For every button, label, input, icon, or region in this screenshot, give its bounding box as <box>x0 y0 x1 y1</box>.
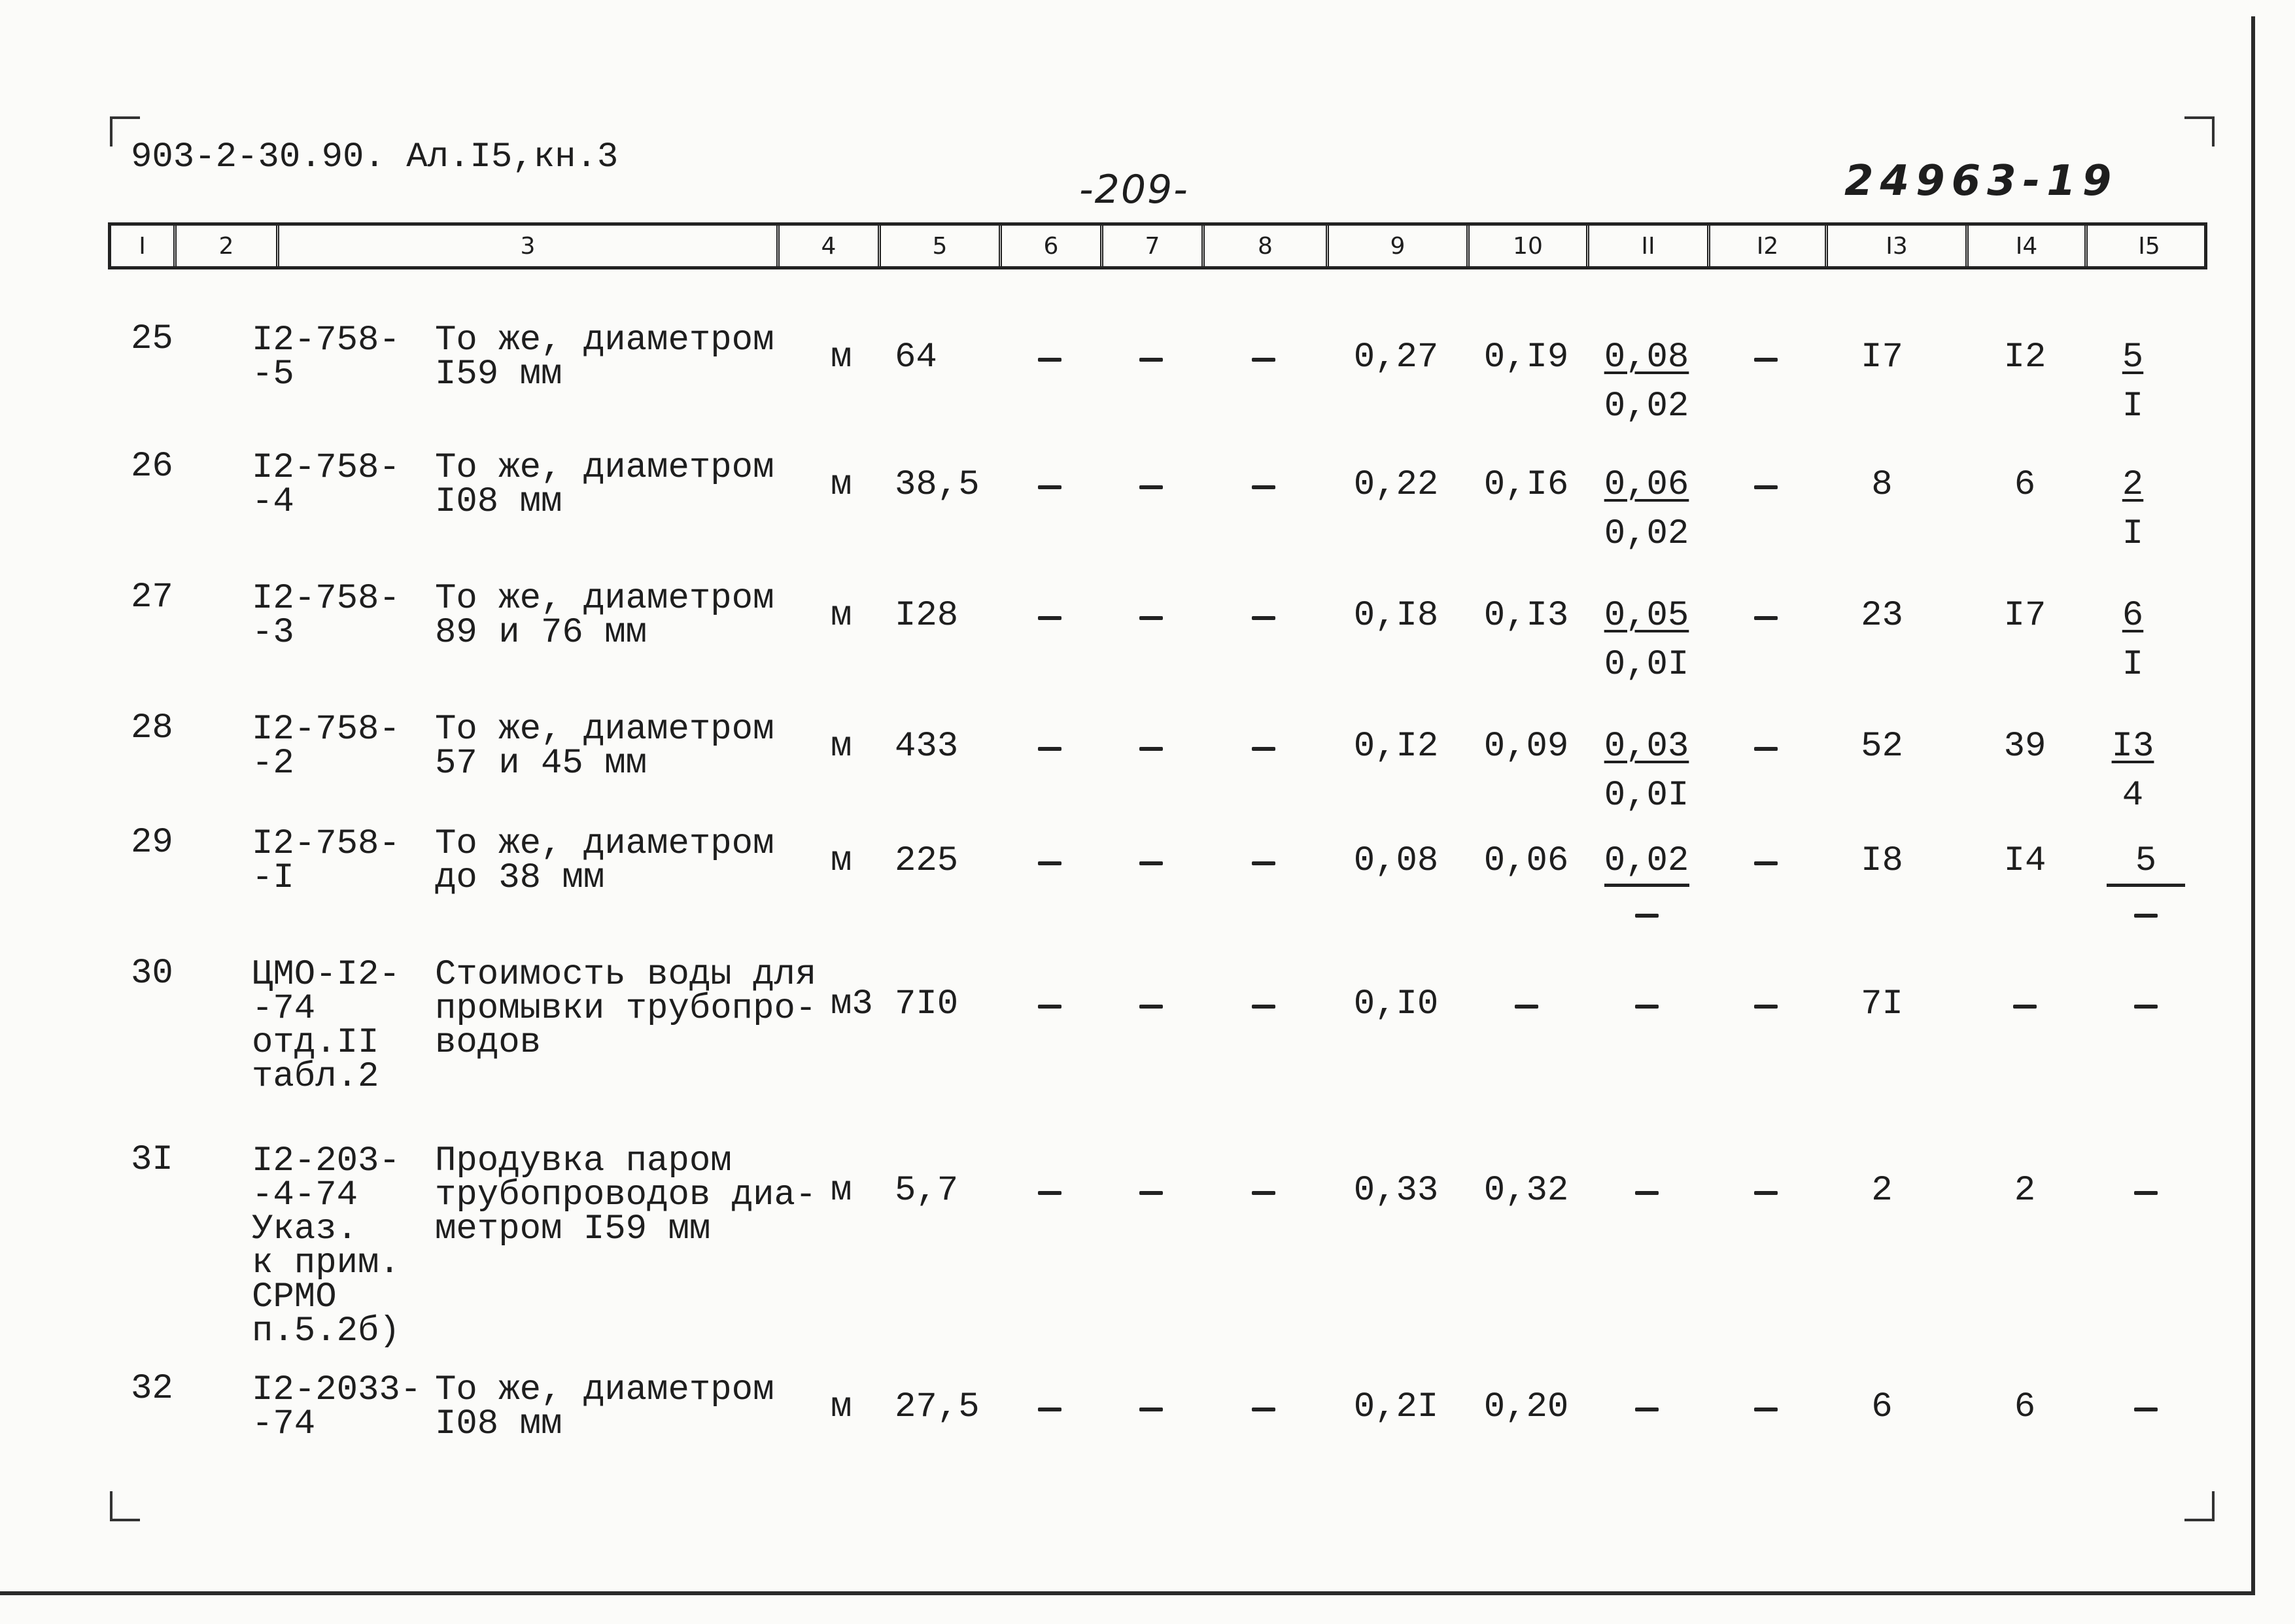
col9-value: 0,2I <box>1353 1387 1439 1427</box>
page-number: -209- <box>1079 167 1189 213</box>
col8-value <box>1252 358 1275 362</box>
col11-value-top: 0,06 <box>1604 465 1689 505</box>
column-header-10: 10 <box>1470 226 1589 266</box>
col11-value <box>1635 1005 1659 1009</box>
col13-value: 8 <box>1871 465 1893 505</box>
col11-value-top: 0,03 <box>1604 727 1689 767</box>
column-header-1: I <box>111 226 177 266</box>
work-description: Продувка паром <box>435 1141 732 1181</box>
col13-value: I8 <box>1861 841 1903 881</box>
col11-value-top: 0,05 <box>1604 596 1689 636</box>
norm-code: -5 <box>252 354 294 394</box>
col10-value: 0,I3 <box>1483 596 1569 636</box>
unit: м <box>831 1171 852 1211</box>
norm-code: -3 <box>252 613 294 653</box>
quantity: I28 <box>895 596 959 636</box>
col12-value <box>1754 1191 1778 1195</box>
col10-value: 0,I9 <box>1483 337 1569 377</box>
work-description: Стоимость воды для <box>435 955 817 995</box>
col14-value: 39 <box>2003 727 2046 767</box>
work-description: I08 мм <box>435 482 562 522</box>
column-number-header <box>108 222 2207 269</box>
col15-value-top: I3 <box>2111 727 2154 767</box>
fraction-line <box>2107 884 2185 887</box>
row-number: 28 <box>131 708 173 748</box>
unit: м <box>831 841 852 881</box>
col15-value-top: 2 <box>2122 465 2144 505</box>
col14-value: 6 <box>2014 1387 2036 1427</box>
col12-value <box>1754 616 1778 620</box>
unit: м <box>831 727 852 767</box>
column-header-5: 5 <box>881 226 1002 266</box>
col9-value: 0,22 <box>1353 465 1439 505</box>
col10-value: 0,06 <box>1483 841 1569 881</box>
col8-value <box>1252 1005 1275 1009</box>
col7-value <box>1139 1191 1163 1195</box>
col11-value-bottom: 0,02 <box>1604 387 1689 426</box>
col7-value <box>1139 358 1163 362</box>
column-header-15: I5 <box>2138 232 2160 260</box>
unit: м <box>831 465 852 505</box>
col14-value <box>2013 1005 2037 1009</box>
col10-value <box>1515 1005 1538 1009</box>
work-description: промывки трубопро- <box>435 989 817 1029</box>
corner-mark-top-right <box>2184 116 2215 147</box>
work-description: То же, диаметром <box>435 824 774 864</box>
col11-value-top: 0,08 <box>1604 337 1689 377</box>
row-number: 29 <box>131 823 173 863</box>
col11-value-top: 0,02 <box>1604 841 1689 881</box>
work-description: То же, диаметром <box>435 579 774 619</box>
column-header-13: I3 <box>1828 226 1969 266</box>
col11-value-bottom: 0,0I <box>1604 776 1689 816</box>
col15-value-bottom <box>2134 914 2158 918</box>
col10-value: 0,32 <box>1483 1171 1569 1211</box>
column-header-11: II <box>1589 226 1710 266</box>
col11-value-bottom: 0,02 <box>1604 514 1689 554</box>
col6-value <box>1038 1005 1061 1009</box>
col13-value: 7I <box>1861 984 1903 1024</box>
row-number: 25 <box>131 319 173 359</box>
norm-code: -4 <box>252 482 294 522</box>
work-description: То же, диаметром <box>435 448 774 488</box>
norm-code: ЦМО-I2- <box>252 955 400 995</box>
column-header-14: I4 <box>1969 226 2088 266</box>
col9-value: 0,27 <box>1353 337 1439 377</box>
col7-value <box>1139 616 1163 620</box>
col8-value <box>1252 747 1275 751</box>
corner-mark-bottom-right <box>2184 1491 2215 1521</box>
norm-code: п.5.2б) <box>252 1311 400 1351</box>
col7-value <box>1139 1005 1163 1009</box>
col14-value: I7 <box>2003 596 2046 636</box>
row-number: 3I <box>131 1140 173 1180</box>
col8-value <box>1252 616 1275 620</box>
col6-value <box>1038 1191 1061 1195</box>
col15-value <box>2134 1408 2158 1411</box>
work-description: 89 и 76 мм <box>435 613 647 653</box>
page-edge-right <box>2251 16 2255 1593</box>
col15-value <box>2134 1191 2158 1195</box>
work-description: 57 и 45 мм <box>435 744 647 784</box>
col11-value <box>1635 1408 1659 1411</box>
col6-value <box>1038 485 1061 489</box>
col15-value-bottom: I <box>2122 514 2144 554</box>
col15-value-top: 5 <box>2135 841 2157 881</box>
column-header-12: I2 <box>1710 226 1828 266</box>
norm-code: I2-758- <box>252 320 400 360</box>
col13-value: I7 <box>1861 337 1903 377</box>
col6-value <box>1038 616 1061 620</box>
col12-value <box>1754 747 1778 751</box>
work-description: I08 мм <box>435 1404 562 1444</box>
col7-value <box>1139 1408 1163 1411</box>
col15-value-top: 6 <box>2122 596 2144 636</box>
col10-value: 0,20 <box>1483 1387 1569 1427</box>
norm-code: -74 <box>252 1404 316 1444</box>
norm-code: I2-758- <box>252 824 400 864</box>
col12-value <box>1754 485 1778 489</box>
col15-value-bottom: 4 <box>2122 776 2144 816</box>
work-description: метром I59 мм <box>435 1209 711 1249</box>
unit: м3 <box>831 984 873 1024</box>
col8-value <box>1252 861 1275 865</box>
col12-value <box>1754 861 1778 865</box>
column-header-6: 6 <box>1002 226 1103 266</box>
col9-value: 0,33 <box>1353 1171 1439 1211</box>
page-edge-bottom <box>0 1591 2255 1595</box>
work-description: до 38 мм <box>435 858 605 898</box>
col6-value <box>1038 861 1061 865</box>
norm-code: -74 <box>252 989 316 1029</box>
col6-value <box>1038 1408 1061 1411</box>
col12-value <box>1754 1005 1778 1009</box>
col12-value <box>1754 1408 1778 1411</box>
col11-value <box>1635 1191 1659 1195</box>
unit: м <box>831 596 852 636</box>
work-description: I59 мм <box>435 354 562 394</box>
col14-value: 2 <box>2014 1171 2036 1211</box>
quantity: 433 <box>895 727 959 767</box>
row-number: 27 <box>131 578 173 617</box>
col13-value: 23 <box>1861 596 1903 636</box>
norm-code: I2-203- <box>252 1141 400 1181</box>
norm-code: -4-74 <box>252 1175 358 1215</box>
work-description: трубопроводов диа- <box>435 1175 817 1215</box>
col7-value <box>1139 485 1163 489</box>
norm-code: I2-758- <box>252 710 400 750</box>
corner-mark-bottom-left <box>110 1491 140 1521</box>
fraction-line <box>1604 884 1689 887</box>
unit: м <box>831 1387 852 1427</box>
col9-value: 0,08 <box>1353 841 1439 881</box>
col11-value-bottom: 0,0I <box>1604 645 1689 685</box>
col13-value: 6 <box>1871 1387 1893 1427</box>
col14-value: I2 <box>2003 337 2046 377</box>
col9-value: 0,I0 <box>1353 984 1439 1024</box>
row-number: 32 <box>131 1369 173 1409</box>
unit: м <box>831 337 852 377</box>
inventory-number: 24963-19 <box>1844 157 2118 205</box>
col8-value <box>1252 1408 1275 1411</box>
norm-code: табл.2 <box>252 1057 379 1097</box>
quantity: 225 <box>895 841 959 881</box>
col11-value-bottom <box>1635 914 1659 918</box>
norm-code: Указ. <box>252 1209 358 1249</box>
column-header-2: 2 <box>177 226 279 266</box>
col15-value-bottom: I <box>2122 645 2144 685</box>
col10-value: 0,I6 <box>1483 465 1569 505</box>
work-description: То же, диаметром <box>435 320 774 360</box>
norm-code: I2-758- <box>252 448 400 488</box>
norm-code: отд.II <box>252 1023 379 1063</box>
quantity: 5,7 <box>895 1171 959 1211</box>
quantity: 7I0 <box>895 984 959 1024</box>
quantity: 27,5 <box>895 1387 980 1427</box>
col15-value-top: 5 <box>2122 337 2144 377</box>
col13-value: 2 <box>1871 1171 1893 1211</box>
column-header-7: 7 <box>1103 226 1205 266</box>
col6-value <box>1038 747 1061 751</box>
norm-code: I2-758- <box>252 579 400 619</box>
col12-value <box>1754 358 1778 362</box>
column-header-4: 4 <box>780 226 881 266</box>
col14-value: I4 <box>2003 841 2046 881</box>
work-description: То же, диаметром <box>435 1370 774 1410</box>
col13-value: 52 <box>1861 727 1903 767</box>
col15-value-bottom: I <box>2122 387 2144 426</box>
row-number: 26 <box>131 447 173 487</box>
col8-value <box>1252 485 1275 489</box>
col8-value <box>1252 1191 1275 1195</box>
norm-code: к прим. <box>252 1243 400 1283</box>
quantity: 64 <box>895 337 937 377</box>
col10-value: 0,09 <box>1483 727 1569 767</box>
column-header-9: 9 <box>1329 226 1470 266</box>
column-header-8: 8 <box>1205 226 1329 266</box>
col7-value <box>1139 747 1163 751</box>
col14-value: 6 <box>2014 465 2036 505</box>
col9-value: 0,I8 <box>1353 596 1439 636</box>
work-description: водов <box>435 1023 542 1063</box>
work-description: То же, диаметром <box>435 710 774 750</box>
norm-code: СРМО <box>252 1277 337 1317</box>
norm-code: -I <box>252 858 294 898</box>
row-number: 30 <box>131 954 173 993</box>
norm-code: I2-2033- <box>252 1370 422 1410</box>
col6-value <box>1038 358 1061 362</box>
col15-value <box>2134 1005 2158 1009</box>
col9-value: 0,I2 <box>1353 727 1439 767</box>
norm-code: -2 <box>252 744 294 784</box>
col7-value <box>1139 861 1163 865</box>
column-header-3: 3 <box>279 226 780 266</box>
quantity: 38,5 <box>895 465 980 505</box>
document-code: 903-2-30.90. Ал.I5,кн.3 <box>131 137 619 177</box>
